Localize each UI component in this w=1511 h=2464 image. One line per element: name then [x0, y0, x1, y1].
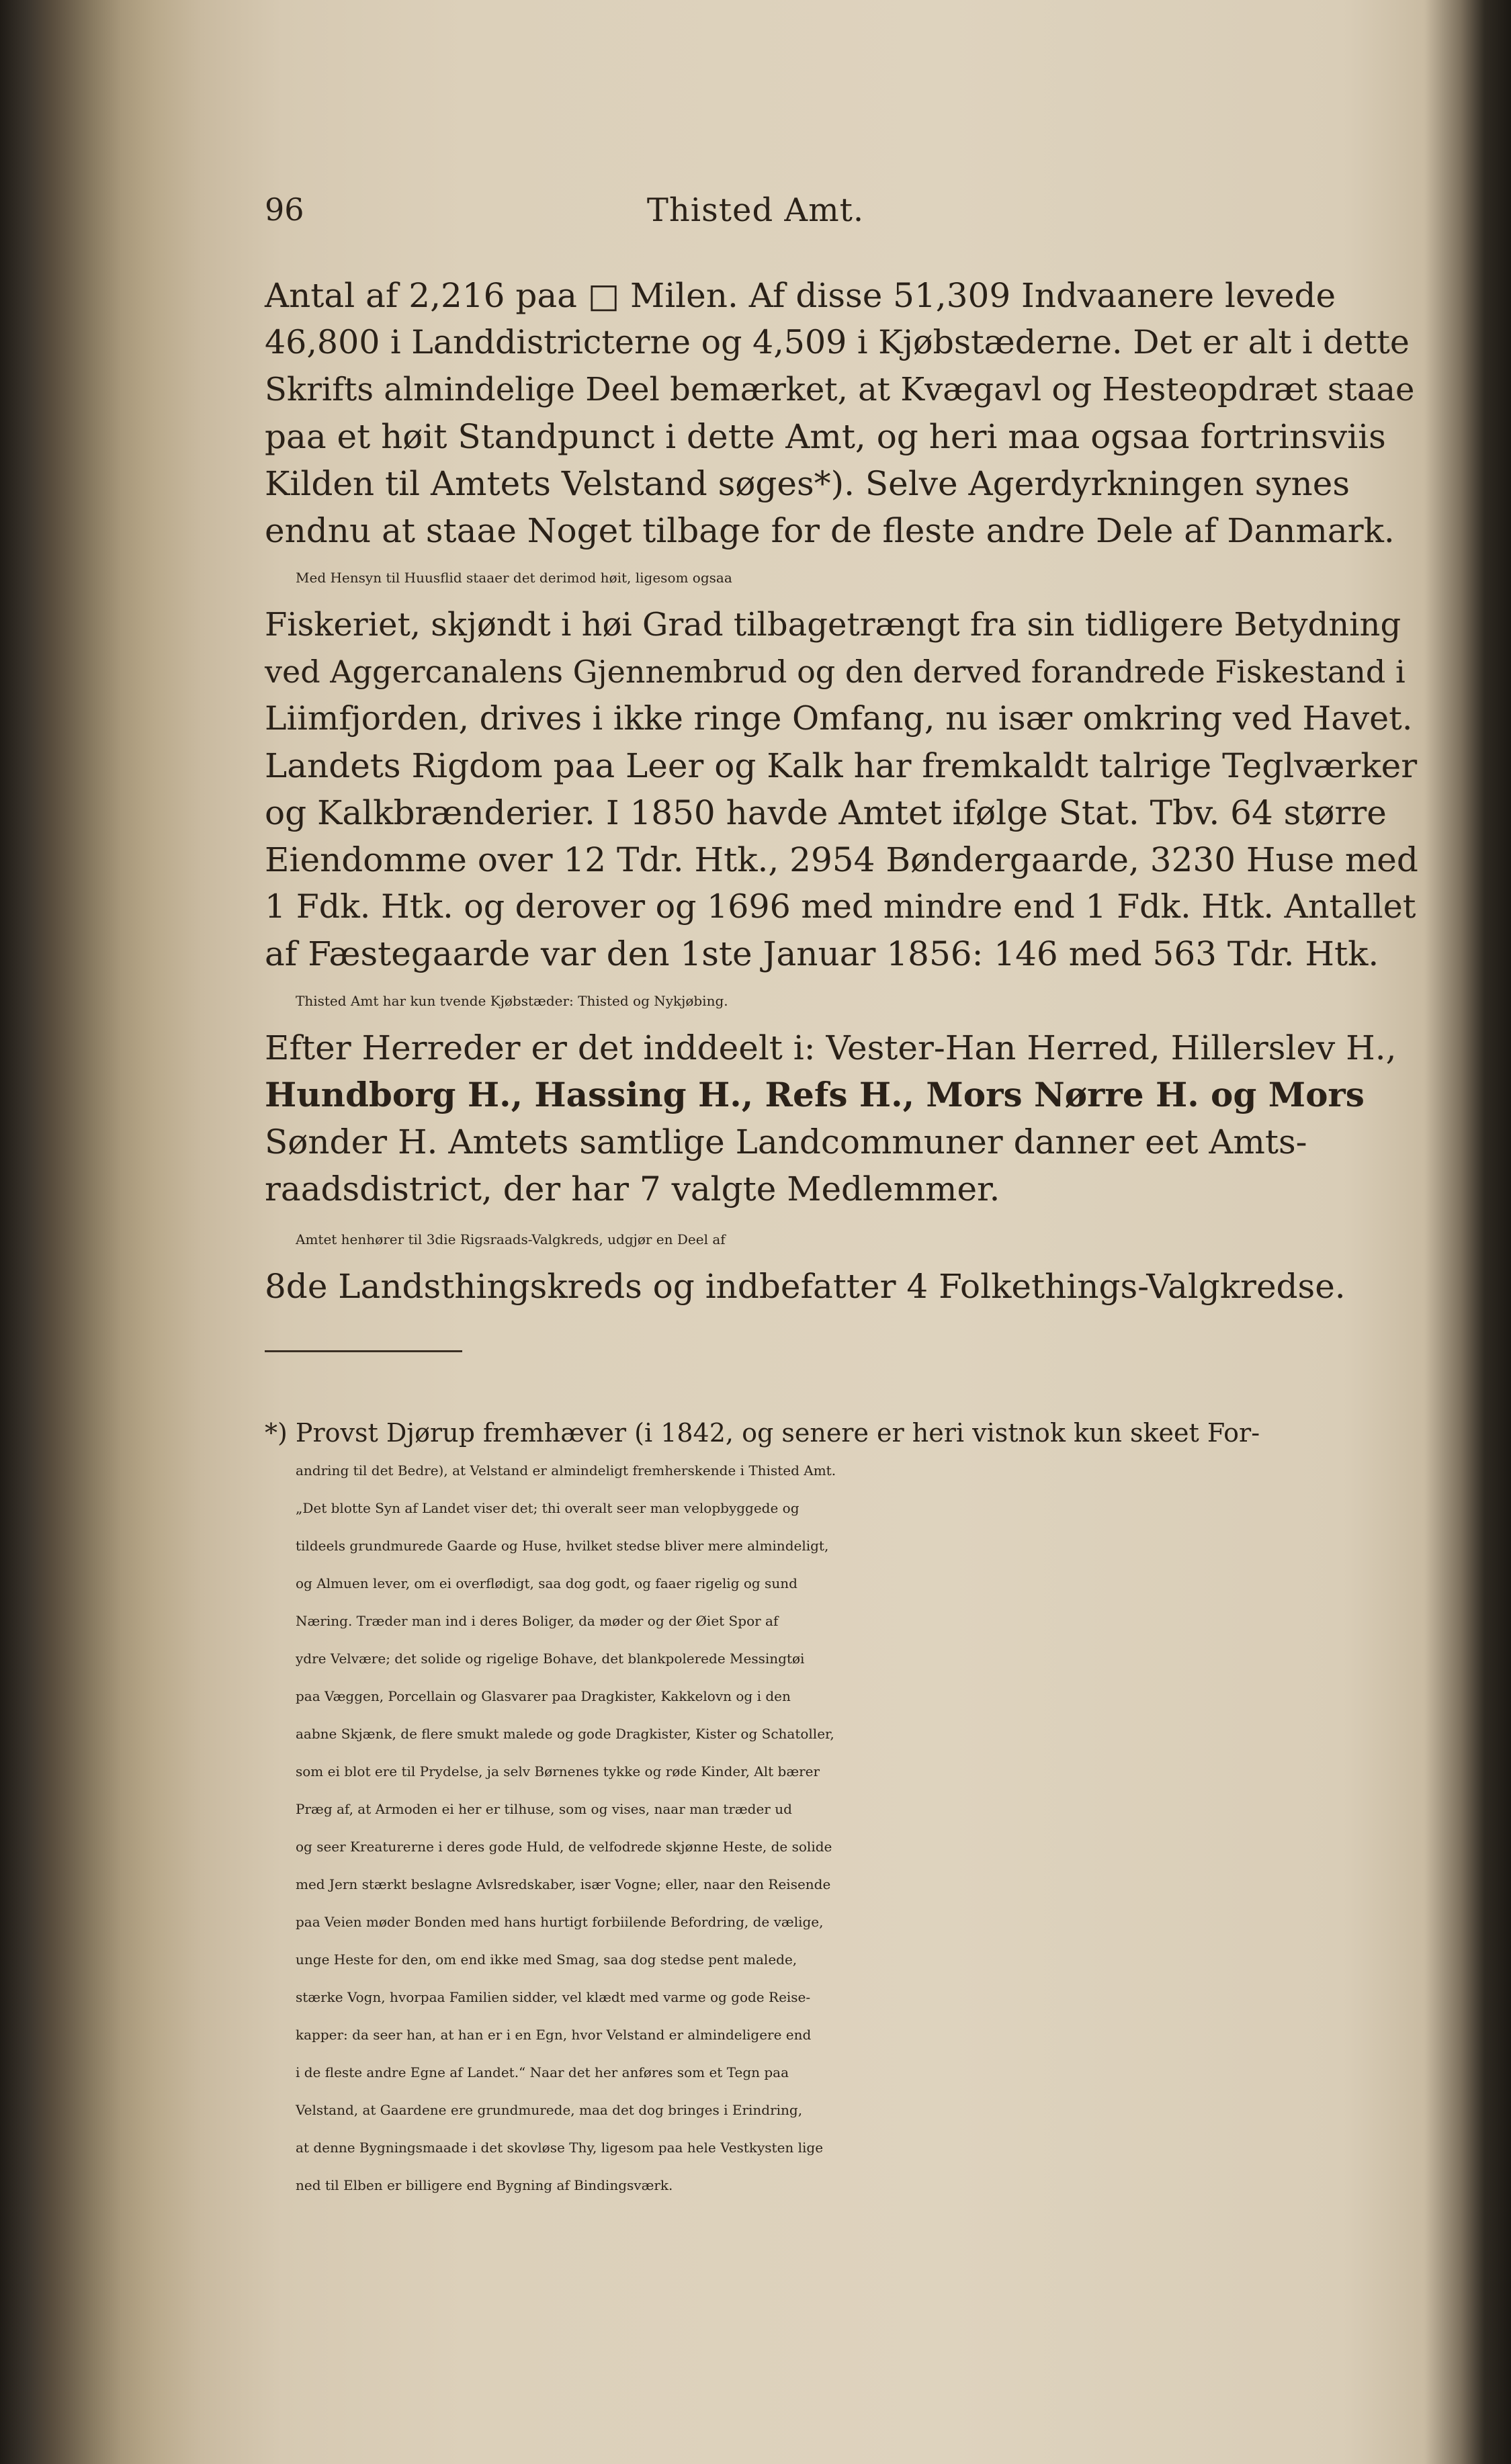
- body-text-line: Kilden til Amtets Velstand søges*). Selve Agerdyrkningen synes: [265, 464, 1350, 503]
- footnote-line: med Jern stærkt beslagne Avlsredskaber, især Vogne; eller, naar den Reisende: [296, 1876, 831, 1892]
- footnote-line: og seer Kreaturerne i deres gode Huld, de velfodrede skjønne Heste, de solide: [296, 1839, 832, 1855]
- footnote-line: tildeels grundmurede Gaarde og Huse, hvilket stedse bliver mere almindeligt,: [296, 1538, 829, 1554]
- page-number: 96: [265, 191, 304, 228]
- footnote-line: *) Provst Djørup fremhæver (i 1842, og senere er heri vistnok kun skeet For-: [265, 1418, 1260, 1448]
- footnote-line: ydre Velvære; det solide og rigelige Bohave, det blankpolerede Messingtøi: [296, 1651, 805, 1667]
- footnote-line: ned til Elben er billigere end Bygning af Bindingsværk.: [296, 2177, 673, 2193]
- body-text-line: Efter Herreder er det inddeelt i: Vester-Han Herred, Hillerslev H.,: [265, 1028, 1397, 1067]
- body-text-line: Med Hensyn til Huusflid staaer det derimod høit, ligesom ogsaa: [296, 570, 732, 586]
- body-text-line: Sønder H. Amtets samtlige Landcommuner danner eet Amts-: [265, 1123, 1307, 1161]
- body-text-line: Amtet henhører til 3die Rigsraads-Valgkreds, udgjør en Deel af: [296, 1231, 726, 1247]
- body-text-line: af Fæstegaarde var den 1ste Januar 1856: 146 med 563 Tdr. Htk.: [265, 934, 1379, 973]
- footnote-line: paa Væggen, Porcellain og Glasvarer paa Dragkister, Kakkelovn og i den: [296, 1688, 791, 1704]
- body-text-line: endnu at staae Noget tilbage for de fleste andre Dele af Danmark.: [265, 511, 1395, 550]
- body-text-line: Liimfjorden, drives i ikke ringe Omfang, nu især omkring ved Havet.: [265, 699, 1413, 738]
- footnote-line: Næring. Træder man ind i deres Boliger, da møder og der Øiet Spor af: [296, 1613, 779, 1629]
- body-text-line: Eiendomme over 12 Tdr. Htk., 2954 Bøndergaarde, 3230 Huse med: [265, 840, 1418, 879]
- running-header: Thisted Amt.: [646, 191, 865, 229]
- body-text-line: 1 Fdk. Htk. og derover og 1696 med mindre end 1 Fdk. Htk. Antallet: [265, 887, 1416, 926]
- footnote-line: unge Heste for den, om end ikke med Smag, saa dog stedse pent malede,: [296, 1951, 797, 1968]
- footnote-line: „Det blotte Syn af Landet viser det; thi overalt seer man velopbyggede og: [296, 1500, 800, 1516]
- footnote-line: og Almuen lever, om ei overflødigt, saa dog godt, og faaer rigelig og sund: [296, 1575, 797, 1591]
- body-text-line: ved Aggercanalens Gjennembrud og den derved forandrede Fiskestand i: [265, 654, 1406, 690]
- footnote-line: i de fleste andre Egne af Landet.“ Naar det her anføres som et Tegn paa: [296, 2064, 789, 2080]
- footnote-line: paa Veien møder Bonden med hans hurtigt forbiilende Befordring, de vælige,: [296, 1914, 824, 1930]
- body-text-line: 8de Landsthingskreds og indbefatter 4 Folkethings-Valgkredse.: [265, 1267, 1346, 1306]
- body-text-line: paa et høit Standpunct i dette Amt, og heri maa ogsaa fortrinsviis: [265, 417, 1386, 456]
- body-text-line: Fiskeriet, skjøndt i høi Grad tilbagetrængt fra sin tidligere Betydning: [265, 606, 1401, 644]
- footnote-line: at denne Bygningsmaade i det skovløse Thy, ligesom paa hele Vestkysten lige: [296, 2140, 824, 2156]
- footnote-line: Præg af, at Armoden ei her er tilhuse, som og vises, naar man træder ud: [296, 1801, 792, 1817]
- body-text-line: Thisted Amt har kun tvende Kjøbstæder: Thisted og Nykjøbing.: [296, 993, 728, 1009]
- footnote-line: aabne Skjænk, de flere smukt malede og gode Dragkister, Kister og Schatoller,: [296, 1726, 834, 1742]
- body-text-line: 46,800 i Landdistricterne og 4,509 i Kjøbstæderne. Det er alt i dette: [265, 323, 1410, 361]
- body-text-line: Skrifts almindelige Deel bemærket, at Kvægavl og Hesteopdræt staae: [265, 371, 1415, 408]
- footnote-line: andring til det Bedre), at Velstand er almindeligt fremherskende i Thisted Amt.: [296, 1462, 836, 1479]
- footnote-line: Velstand, at Gaardene ere grundmurede, maa det dog bringes i Erindring,: [296, 2102, 803, 2118]
- body-text-line: Landets Rigdom paa Leer og Kalk har fremkaldt talrige Teglværker: [265, 746, 1418, 785]
- footnote-line: som ei blot ere til Prydelse, ja selv Børnenes tykke og røde Kinder, Alt bærer: [296, 1763, 820, 1779]
- body-text-line: Hundborg H., Hassing H., Refs H., Mors Nørre H. og Mors: [265, 1075, 1365, 1114]
- footnote-line: kapper: da seer han, at han er i en Egn, hvor Velstand er almindeligere end: [296, 2027, 812, 2043]
- footnote-line: stærke Vogn, hvorpaa Familien sidder, vel klædt med varme og gode Reise-: [296, 1989, 811, 2005]
- body-text-line: Antal af 2,216 paa □ Milen. Af disse 51,309 Indvaanere levede: [265, 276, 1336, 315]
- body-text-line: og Kalkbrænderier. I 1850 havde Amtet ifølge Stat. Tbv. 64 større: [265, 793, 1387, 832]
- body-text-line: raadsdistrict, der har 7 valgte Medlemmer.: [265, 1170, 1000, 1208]
- footnote-separator: [265, 1350, 462, 1352]
